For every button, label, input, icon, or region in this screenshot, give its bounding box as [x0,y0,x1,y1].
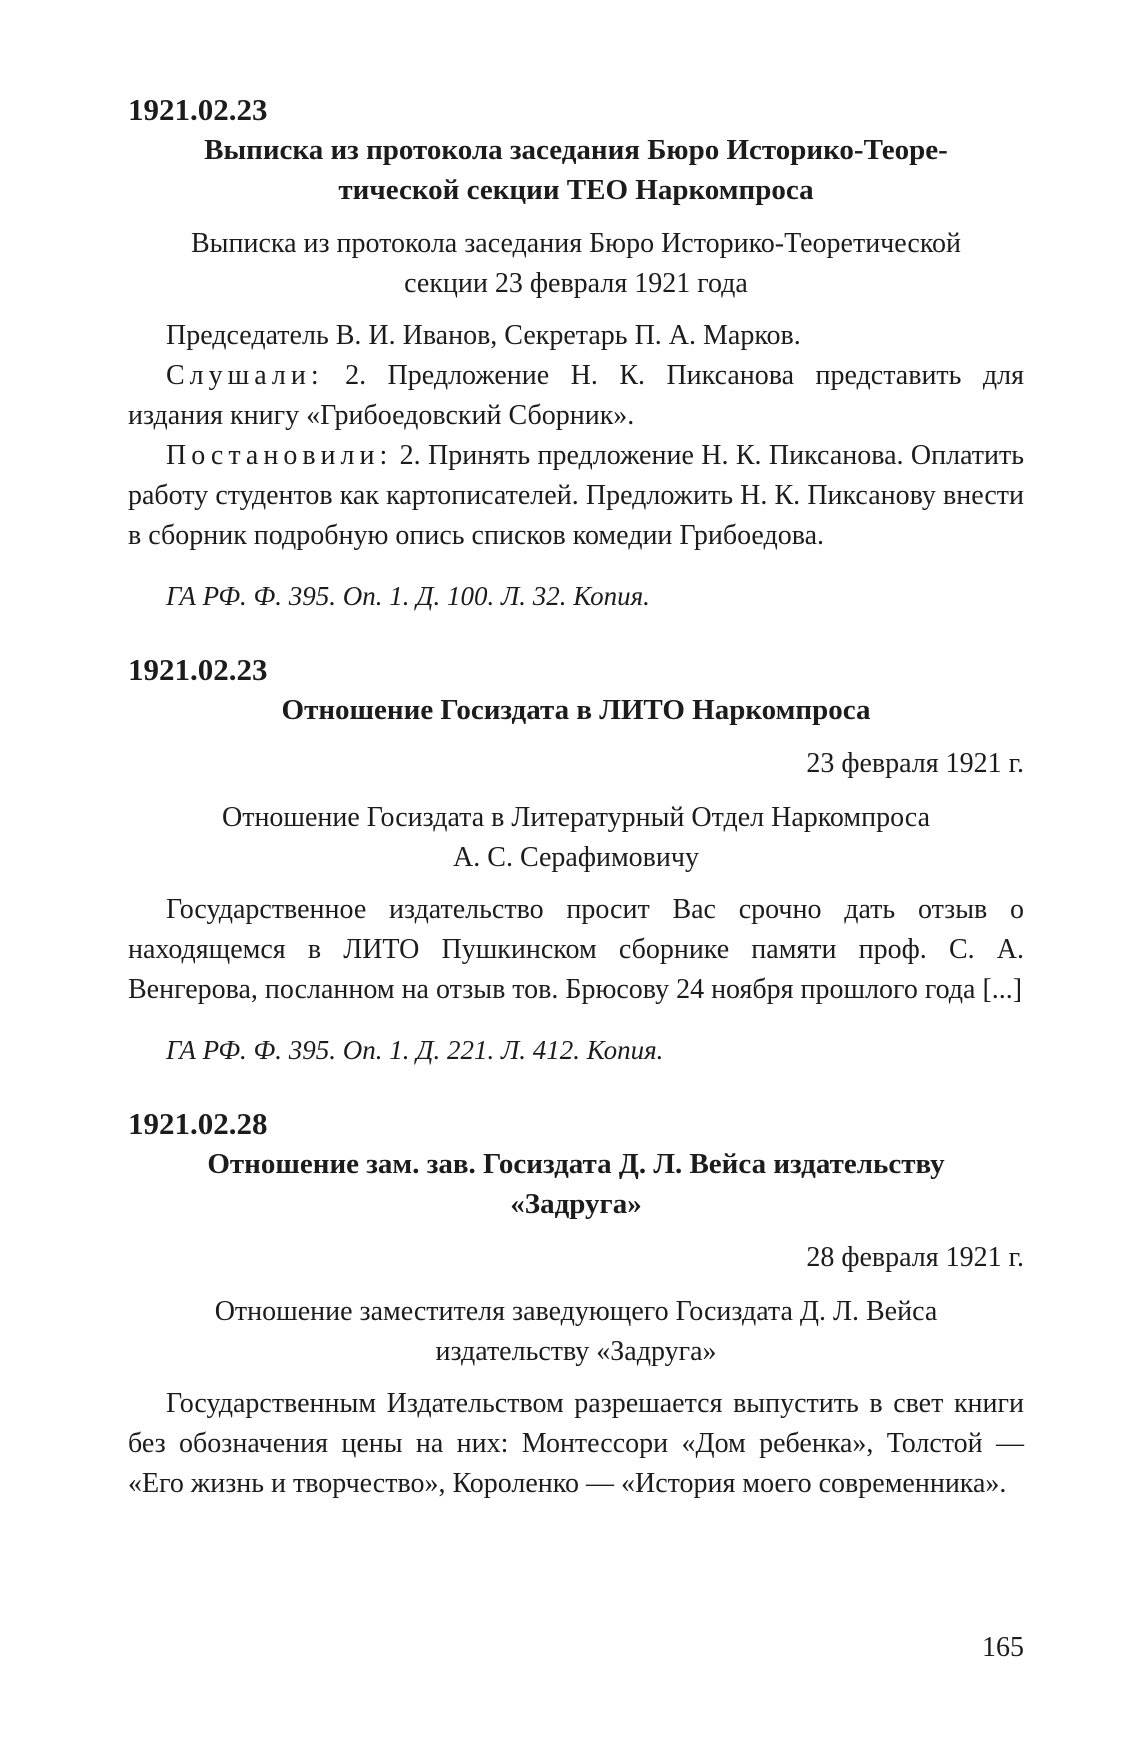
page-content [128,90,1024,1504]
doc2-date: 1921.02.23 [128,652,268,687]
doc2-subtitle-line1: Отношение Госиздата в Литературный Отдел Наркомпроса [221,802,930,833]
doc1-date: 1921.02.23 [128,92,268,127]
doc1-title-line1: Выписка из протокола заседания Бюро Историко-Теоре- [204,134,948,166]
doc3-title [128,1144,1024,1224]
doc1-paragraph-chair: Председатель В. И. Иванов, Секретарь П. А. Марков. [166,320,801,351]
doc3-title-line1: Отношение зам. зав. Госиздата Д. Л. Вейса издательству [207,1148,945,1180]
doc1-archive-source: ГА РФ. Ф. 395. Оп. 1. Д. 100. Л. 32. Копия. [166,581,650,611]
doc1-title-line2: тической секции ТЕО Наркомпроса [338,174,814,206]
doc2-subtitle [128,798,1024,878]
doc1-subtitle-line2: секции 23 февраля 1921 года [404,268,748,299]
page-number: 165 [982,1632,1024,1663]
doc1-subtitle [128,224,1024,304]
doc3-subtitle [128,1292,1024,1372]
doc2-title: Отношение Госиздата в ЛИТО Наркомпроса [281,694,871,726]
doc3-date: 1921.02.28 [128,1106,268,1141]
doc1-title [128,130,1024,210]
doc1-resolved-text: 2. Принять предложение Н. К. Пиксанова. Оплатить работу студентов как картописателей. Предложить Н. К. Пиксанову внести в сборник подробную опись списков комедии Грибоедова. [128,440,1024,551]
doc2-date-line: 23 февраля 1921 г. [806,748,1024,779]
doc1-paragraph-resolved [128,436,1024,556]
doc3-paragraph: Государственным Издательством разрешается выпустить в свет книги без обозначения цены на них: Монтессори «Дом ребенка», Толстой — «Его жизнь и творчество», Короленко — «История моего современника». [128,1388,1024,1499]
doc3-subtitle-line1: Отношение заместителя заведующего Госиздата Д. Л. Вейса [214,1296,938,1327]
doc1-subtitle-line1: Выписка из протокола заседания Бюро Историко-Теоретической [191,228,961,259]
doc1-paragraph-heard [128,356,1024,436]
doc2-archive-source: ГА РФ. Ф. 395. Оп. 1. Д. 221. Л. 412. Копия. [166,1035,664,1065]
doc1-heard-label: Слушали: [166,360,324,391]
doc1-heard-text: 2. Предложение Н. К. Пиксанова представить для издания книгу «Грибоедовский Сборник». [128,360,1024,431]
doc3-subtitle-line2: издательству «Задруга» [435,1336,717,1367]
doc3-title-line2: «Задруга» [510,1188,642,1220]
doc3-date-line: 28 февраля 1921 г. [806,1242,1024,1273]
doc2-paragraph: Государственное издательство просит Вас срочно дать отзыв о находящемся в ЛИТО Пушкинском сборнике памяти проф. С. А. Венгерова, посланном на отзыв тов. Брюсову 24 ноября прошлого года [...] [128,894,1024,1005]
doc1-resolved-label: Постановили: [166,440,393,471]
doc2-subtitle-line2: А. С. Серафимовичу [453,842,699,873]
